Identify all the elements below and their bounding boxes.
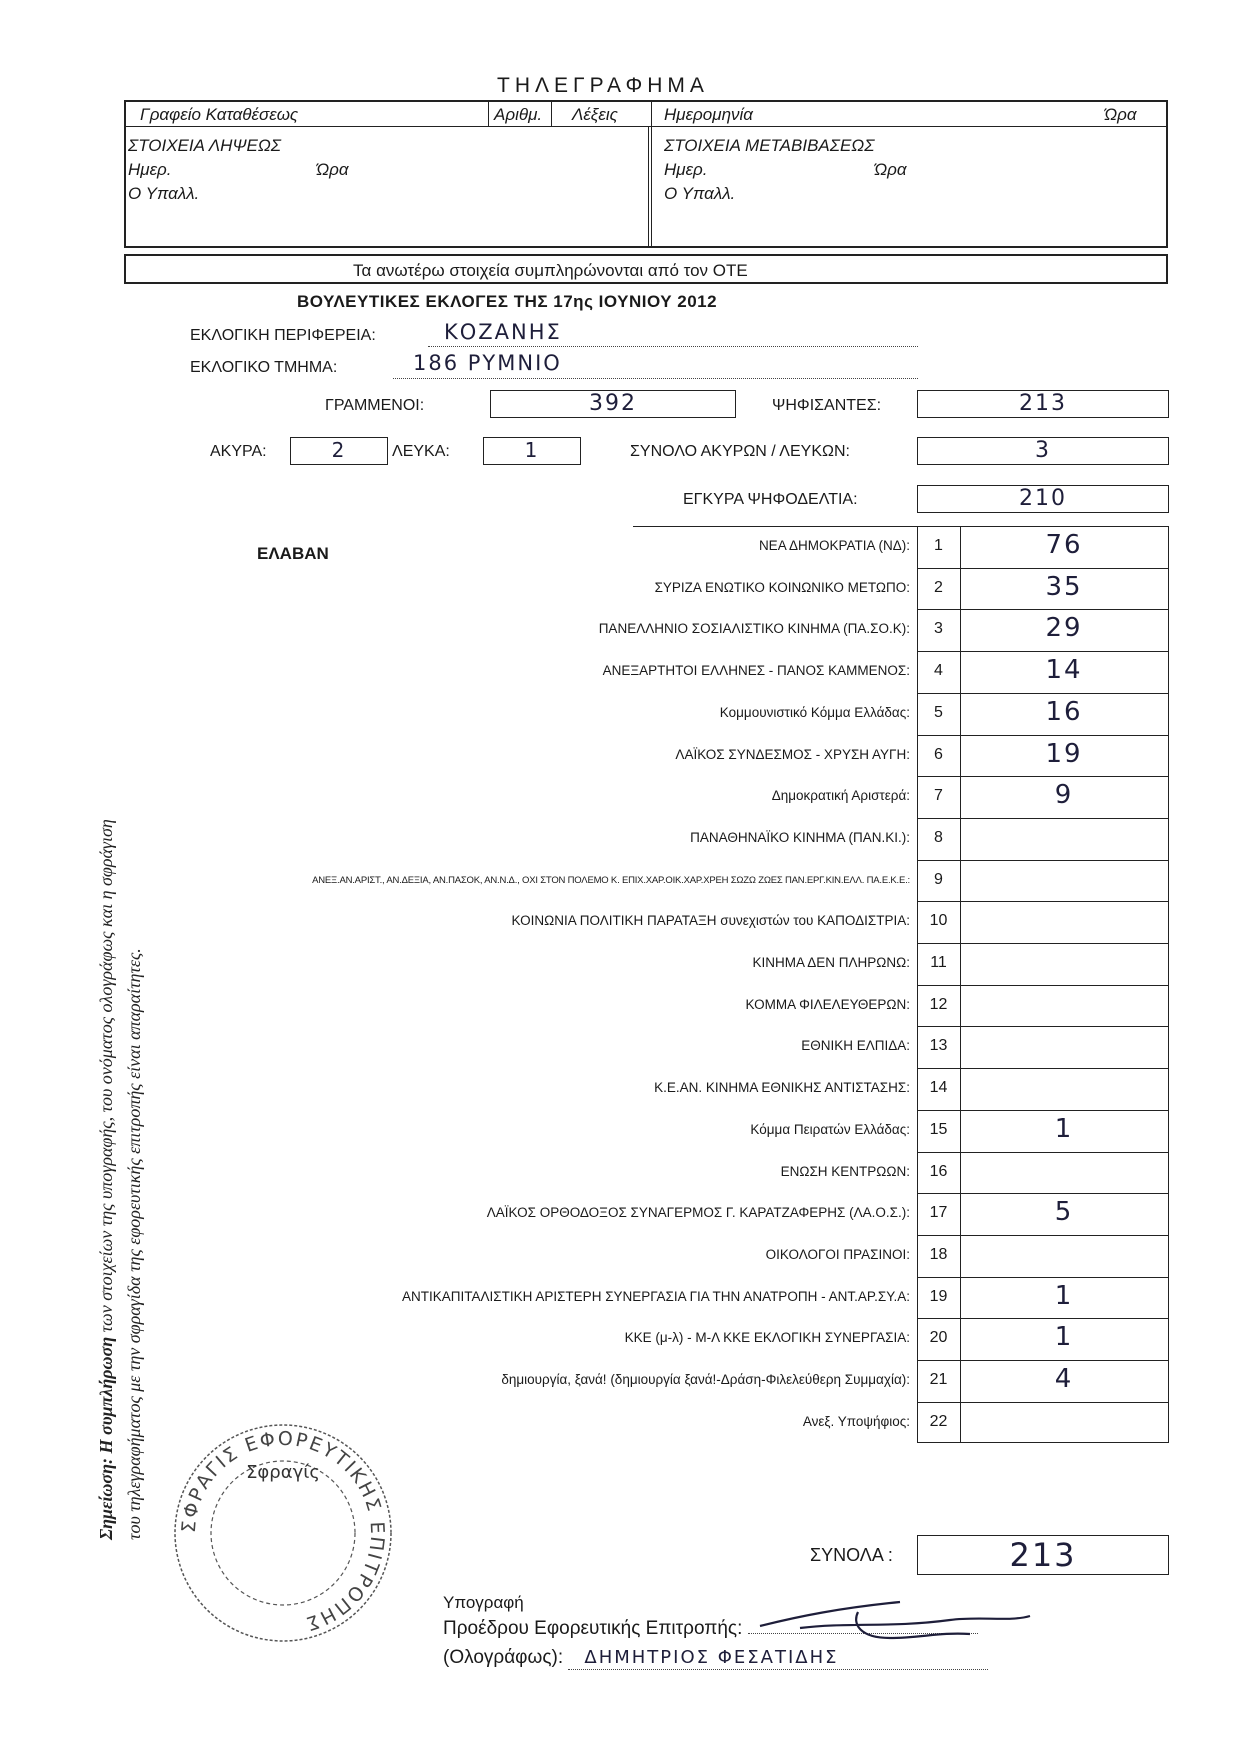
- registered-value: 392: [589, 391, 637, 416]
- invalid-blank-total-box: [917, 437, 1169, 465]
- results-row-divider: [917, 1193, 1169, 1194]
- party-votes: 1: [1054, 1114, 1074, 1144]
- voted-box: [917, 390, 1169, 418]
- results-row-divider: [917, 860, 1169, 861]
- voted-value: 213: [1019, 391, 1067, 416]
- valid-label: ΕΓΚΥΡΑ ΨΗΦΟΔΕΛΤΙΑ:: [683, 491, 858, 508]
- registered-box: [490, 390, 736, 418]
- party-number: 6: [934, 746, 943, 763]
- party-votes: 16: [1045, 697, 1083, 727]
- receipt-day-label: Ημερ.: [128, 160, 172, 179]
- party-name: ΚΚΕ (μ-λ) - Μ-Λ ΚΚΕ ΕΚΛΟΓΙΚΗ ΣΥΝΕΡΓΑΣΙΑ:: [624, 1330, 910, 1345]
- fullname-value: ΔΗΜΗΤΡΙΟΣ ΦΕΣΑΤΙΔΗΣ: [584, 1647, 839, 1668]
- results-row-divider: [917, 1152, 1169, 1153]
- party-name: Κόμμα Πειρατών Ελλάδας:: [750, 1122, 910, 1137]
- party-number: 13: [929, 1037, 948, 1054]
- results-row-divider: [917, 1068, 1169, 1069]
- party-number: 7: [934, 787, 943, 804]
- party-name: ΑΝΕΞΑΡΤΗΤΟΙ ΕΛΛΗΝΕΣ - ΠΑΝΟΣ ΚΑΜΜΕΝΟΣ:: [602, 663, 910, 678]
- party-name: ΚΟΙΝΩΝΙΑ ΠΟΛΙΤΙΚΗ ΠΑΡΑΤΑΞΗ συνεχιστών του ΚΑΠΟΔΙΣΤΡΙΑ:: [511, 913, 910, 928]
- party-number: 4: [934, 662, 943, 679]
- telegram-header-box: [124, 100, 1168, 248]
- committee-stamp: [168, 1418, 398, 1648]
- results-row-divider: [917, 735, 1169, 736]
- party-number: 11: [930, 954, 947, 971]
- party-number: 10: [929, 912, 948, 929]
- results-row-divider: [917, 943, 1169, 944]
- invalid-blank-total-value: 3: [1035, 438, 1051, 463]
- party-name: Ανεξ. Υποψήφιος:: [802, 1414, 910, 1429]
- party-votes: 14: [1045, 655, 1083, 685]
- party-number: 19: [929, 1288, 948, 1305]
- region-label: ΕΚΛΟΓΙΚΗ ΠΕΡΙΦΕΡΕΙΑ:: [190, 327, 376, 344]
- totals-box: [917, 1535, 1169, 1575]
- received-label: ΕΛΑΒΑΝ: [257, 544, 329, 563]
- party-name: ΛΑΪΚΟΣ ΣΥΝΔΕΣΜΟΣ - ΧΡΥΣΗ ΑΥΓΗ:: [675, 747, 910, 762]
- results-row-divider: [917, 901, 1169, 902]
- party-votes: 5: [1054, 1197, 1074, 1227]
- document-title: ΤΗΛΕΓΡΑΦΗΜΑ: [497, 74, 709, 97]
- party-name: Κομμουνιστικό Κόμμα Ελλάδας:: [719, 705, 910, 720]
- party-number: 12: [929, 996, 948, 1013]
- invalid-box: [290, 437, 388, 465]
- party-number: 21: [929, 1371, 948, 1388]
- signature-scribble: [740, 1598, 1040, 1648]
- party-name: ΟΙΚΟΛΟΓΟΙ ΠΡΑΣΙΝΟΙ:: [765, 1247, 910, 1262]
- blank-label: ΛΕΥΚΑ:: [392, 443, 450, 460]
- registered-label: ΓΡΑΜΜΕΝΟΙ:: [325, 397, 425, 414]
- section-label: ΕΚΛΟΓΙΚΟ ΤΜΗΜΑ:: [190, 359, 338, 376]
- party-name: δημιουργία, ξανά! (δημιουργία ξανά!-Δράση-Φιλελεύθερη Συμμαχία):: [501, 1372, 910, 1387]
- party-votes: 19: [1045, 739, 1083, 769]
- transmission-label: ΣΤΟΙΧΕΙΑ ΜΕΤΑΒΙΒΑΣΕΩΣ: [664, 136, 875, 155]
- elections-title: ΒΟΥΛΕΥΤΙΚΕΣ ΕΚΛΟΓΕΣ ΤΗΣ 17ης ΙΟΥΝΙΟΥ 2012: [297, 292, 718, 311]
- party-number: 17: [929, 1204, 948, 1221]
- party-number: 14: [929, 1079, 948, 1096]
- signature-role-text: Προέδρου Εφορευτικής Επιτροπής:: [443, 1618, 743, 1639]
- party-name: ΑΝΕΞ.ΑΝ.ΑΡΙΣΤ., ΑΝ.ΔΕΞΙΑ, ΑΝ.ΠΑΣΟΚ, ΑΝ.Ν.Δ., ΟΧΙ ΣΤΟΝ ΠΟΛΕΜΟ Κ. ΕΠΙΧ.ΧΑΡ.ΟΙΚ.ΧΑΡ.ΧΡΕΗ ΣΩΖΩ ΖΩΕΣ ΠΑΝ.ΕΡΓ.ΚΙΝ.ΕΛΛ. ΠΑ.Ε.Κ.Ε.:: [312, 875, 910, 886]
- party-number: 18: [929, 1246, 948, 1263]
- receipt-clerk-label: Ο Υπαλλ.: [128, 184, 200, 203]
- transmission-hour-label: Ώρα: [874, 160, 907, 179]
- party-votes: 35: [1045, 572, 1083, 602]
- party-name: Κ.Ε.ΑΝ. ΚΙΝΗΜΑ ΕΘΝΙΚΗΣ ΑΝΤΙΣΤΑΣΗΣ:: [654, 1080, 910, 1095]
- transmission-clerk-label: Ο Υπαλλ.: [664, 184, 736, 203]
- party-votes: 9: [1054, 780, 1074, 810]
- party-name: ΛΑΪΚΟΣ ΟΡΘΟΔΟΞΟΣ ΣΥΝΑΓΕΡΜΟΣ Γ. ΚΑΡΑΤΖΑΦΕΡΗΣ (ΛΑ.Ο.Σ.):: [486, 1205, 910, 1220]
- results-row-divider: [917, 1402, 1169, 1403]
- fullname-label: (Ολογράφως):: [443, 1647, 564, 1668]
- stamp-ring-text: ΣΦΡΑΓΙΣ ΕΦΟΡΕΥΤΙΚΗΣ ΕΠΙΤΡΟΠΗΣ: [177, 1427, 389, 1636]
- party-number: 22: [929, 1413, 948, 1430]
- results-row-divider: [917, 568, 1169, 569]
- party-number: 9: [934, 871, 943, 888]
- party-number: 2: [934, 579, 943, 596]
- results-row-divider: [917, 818, 1169, 819]
- party-number: 16: [929, 1163, 948, 1180]
- invalid-blank-total-label: ΣΥΝΟΛΟ ΑΚΥΡΩΝ / ΛΕΥΚΩΝ:: [630, 443, 850, 460]
- party-number: 5: [934, 704, 943, 721]
- party-name: ΚΟΜΜΑ ΦΙΛΕΛΕΥΘΕΡΩΝ:: [745, 997, 910, 1012]
- voted-label: ΨΗΦΙΣΑΝΤΕΣ:: [772, 397, 882, 414]
- party-name: Δημοκρατική Αριστερά:: [771, 788, 910, 803]
- totals-value: 213: [1009, 1536, 1077, 1574]
- party-name: ΚΙΝΗΜΑ ΔΕΝ ΠΛΗΡΩΝΩ:: [752, 955, 910, 970]
- section-value: 186 ΡΥΜΝΙΟ: [413, 351, 562, 375]
- results-row-divider: [917, 1318, 1169, 1319]
- invalid-label: ΑΚΥΡΑ:: [210, 443, 267, 460]
- results-row-divider: [917, 1235, 1169, 1236]
- party-name: ΝΕΑ ΔΗΜΟΚΡΑΤΙΑ (ΝΔ):: [758, 538, 910, 553]
- signature-label: Υπογραφή: [443, 1593, 524, 1612]
- stamp-center-text: Σφραγίς: [246, 1462, 320, 1483]
- ote-note: Τα ανωτέρω στοιχεία συμπληρώνονται από τον ΟΤΕ: [353, 261, 748, 280]
- party-number: 15: [929, 1121, 948, 1138]
- party-name: ΠΑΝΕΛΛΗΝΙΟ ΣΟΣΙΑΛΙΣΤΙΚΟ ΚΙΝΗΜΑ (ΠΑ.ΣΟ.Κ):: [598, 621, 910, 636]
- results-row-divider: [917, 651, 1169, 652]
- results-row-divider: [917, 1110, 1169, 1111]
- side-note: [92, 520, 148, 1540]
- party-votes: 29: [1045, 613, 1083, 643]
- party-votes: 4: [1054, 1364, 1074, 1394]
- results-row-divider: [917, 985, 1169, 986]
- words-label: Λέξεις: [572, 105, 618, 124]
- results-row-divider: [917, 1277, 1169, 1278]
- office-label: Γραφείο Καταθέσεως: [140, 105, 299, 124]
- region-field: [428, 320, 918, 347]
- party-name: ΕΝΩΣΗ ΚΕΝΤΡΩΩΝ:: [780, 1164, 910, 1179]
- party-number: 3: [934, 620, 943, 637]
- invalid-value: 2: [331, 438, 347, 462]
- party-number: 8: [934, 829, 943, 846]
- hour-label: Ώρα: [1104, 105, 1137, 124]
- party-name: ΕΘΝΙΚΗ ΕΛΠΙΔΑ:: [801, 1038, 910, 1053]
- date-label: Ημερομηνία: [664, 105, 753, 124]
- party-votes: 76: [1045, 530, 1083, 560]
- results-row-divider: [917, 776, 1169, 777]
- valid-box: [917, 485, 1169, 513]
- results-row-divider: [917, 1360, 1169, 1361]
- party-name: ΑΝΤΙΚΑΠΙΤΑΛΙΣΤΙΚΗ ΑΡΙΣΤΕΡΗ ΣΥΝΕΡΓΑΣΙΑ ΓΙΑ ΤΗΝ ΑΝΑΤΡΟΠΗ - ΑΝΤ.ΑΡ.ΣΥ.Α:: [401, 1289, 910, 1304]
- results-row-divider: [917, 609, 1169, 610]
- section-field: [393, 351, 918, 379]
- blank-value: 1: [524, 438, 540, 462]
- results-row-divider: [917, 1026, 1169, 1027]
- side-note-line1: των στοιχείων της υπογραφής, του ονόματος ολογράφως και η σφράγιση: [96, 819, 116, 1333]
- region-value: ΚΟΖΑΝΗΣ: [444, 320, 562, 344]
- party-votes: 1: [1054, 1322, 1074, 1352]
- side-note-line2: του τηλεγραφήματος με την σφραγίδα της εφορευτικής επιτροπής είναι απαραίτητες.: [124, 948, 144, 1540]
- receipt-hour-label: Ώρα: [316, 160, 349, 179]
- party-number: 20: [929, 1329, 948, 1346]
- party-name: ΠΑΝΑΘΗΝΑΪΚΟ ΚΙΝΗΜΑ (ΠΑΝ.ΚΙ.):: [690, 830, 910, 845]
- receipt-label: ΣΤΟΙΧΕΙΑ ΛΗΨΕΩΣ: [128, 136, 281, 155]
- party-name: ΣΥΡΙΖΑ ΕΝΩΤΙΚΟ ΚΟΙΝΩΝΙΚΟ ΜΕΤΩΠΟ:: [654, 580, 910, 595]
- fullname-line: [568, 1647, 988, 1670]
- party-number: 1: [934, 537, 943, 554]
- party-votes: 1: [1054, 1281, 1074, 1311]
- blank-box: [483, 437, 581, 465]
- number-label: Αριθμ.: [494, 105, 543, 124]
- results-row-divider: [917, 693, 1169, 694]
- signature-fullname: [443, 1647, 988, 1670]
- side-note-bold: Σημείωση: Η συμπλήρωση: [96, 1336, 116, 1540]
- transmission-day-label: Ημερ.: [664, 160, 708, 179]
- totals-label: ΣΥΝΟΛΑ :: [810, 1545, 893, 1565]
- valid-value: 210: [1019, 486, 1067, 511]
